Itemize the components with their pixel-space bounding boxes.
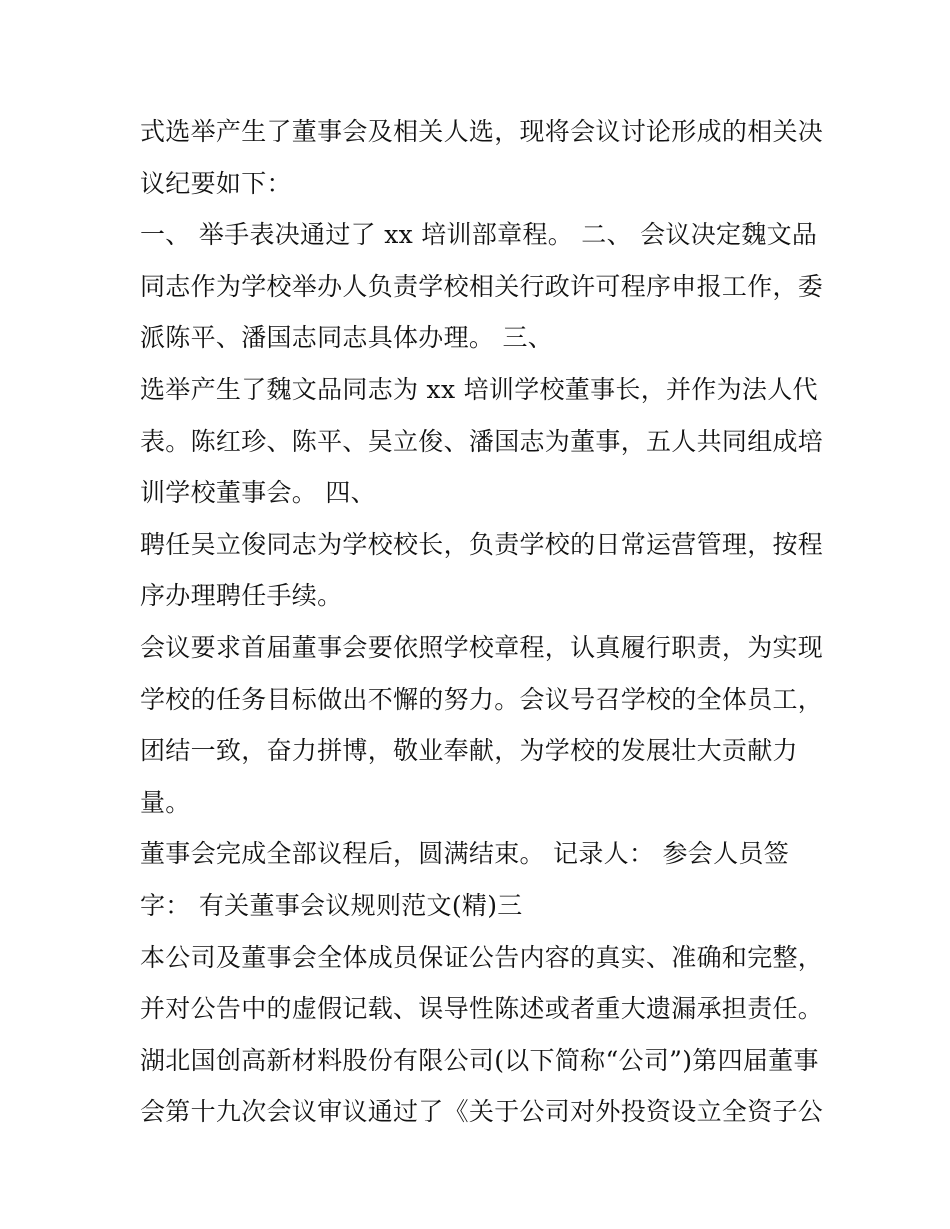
text-line: 董事会完成全部议程后，圆满结束。 记录人： 参会人员签 [140,839,789,869]
text-line: 会第十九次会议审议通过了《关于公司对外投资设立全资子公 [140,1097,824,1127]
text-line: 聘任吴立俊同志为学校校长，负责学校的日常运营管理，按程 [140,529,824,559]
text-line: 本公司及董事会全体成员保证公告内容的真实、准确和完整， [140,942,824,972]
text-line: 并对公告中的虚假记载、误导性陈述或者重大遗漏承担责任。 [140,994,824,1024]
document-body [140,106,824,1138]
text-line: 同志作为学校举办人负责学校相关行政许可程序申报工作，委 [140,271,824,301]
text-line: 序办理聘任手续。 [140,581,343,611]
text-line: 会议要求首届董事会要依照学校章程，认真履行职责，为实现 [140,632,824,662]
text-line: 学校的任务目标做出不懈的努力。会议号召学校的全体员工， [140,684,824,714]
text-line: 湖北国创高新材料股份有限公司(以下简称“公司”)第四届董事 [140,1045,819,1075]
text-line: 量。 [140,787,191,817]
text-line: 议纪要如下： [140,168,292,198]
text-line: 字： 有关董事会议规则范文(精)三 [140,890,523,920]
text-line: 式选举产生了董事会及相关人选，现将会议讨论形成的相关决 [140,117,824,146]
text-line: 团结一致，奋力拼博，敬业奉献，为学校的发展壮大贡献力 [140,736,798,766]
text-line: 选举产生了魏文品同志为 xx 培训学校董事长，并作为法人代 [140,374,818,404]
text-line: 一、 举手表决通过了 xx 培训部章程。 二、 会议决定魏文品 [140,220,818,250]
text-line: 训学校董事会。 四、 [140,478,376,508]
text-line: 表。陈红珍、陈平、吴立俊、潘国志为董事，五人共同组成培 [140,426,824,456]
text-line: 派陈平、潘国志同志具体办理。 三、 [140,323,554,353]
